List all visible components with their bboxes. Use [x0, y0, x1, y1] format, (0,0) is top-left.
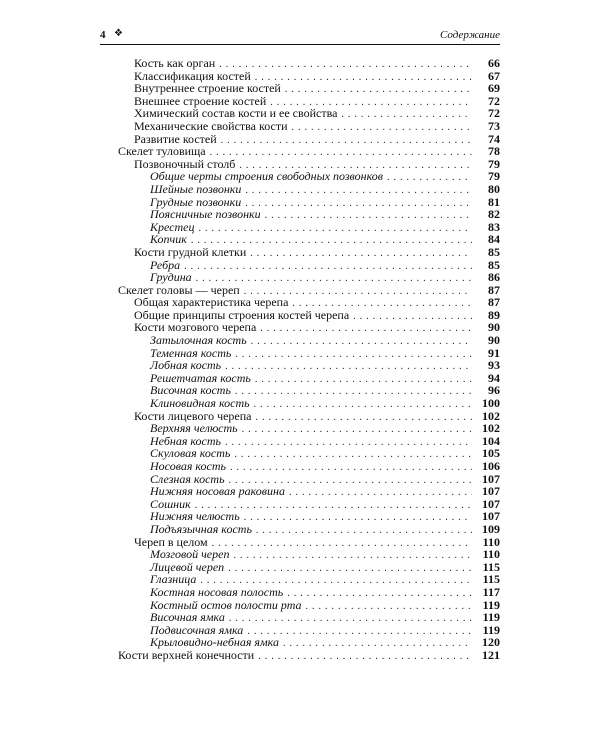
page-header [100, 29, 500, 43]
leader-dots [341, 109, 472, 122]
toc-entry-page: 115 [482, 559, 500, 574]
toc-entry-page: 107 [482, 484, 500, 499]
toc-entry-label: Внутреннее строение костей [134, 81, 281, 96]
toc-entry [100, 611, 500, 624]
leader-dots [353, 311, 472, 324]
toc-entry [100, 649, 500, 662]
toc-entry-label: Крыловидно-небная ямка [150, 635, 279, 650]
toc-entry [100, 296, 500, 309]
leader-dots [387, 172, 472, 185]
leader-dots [292, 122, 472, 135]
toc-entry-label: Грудные позвонки [150, 194, 242, 209]
toc-entry-page: 81 [488, 194, 500, 209]
toc-entry-label: Решетчатая кость [150, 370, 251, 385]
leader-dots [306, 601, 472, 614]
toc-entry-label: Теменная кость [150, 345, 232, 360]
toc-entry [100, 422, 500, 435]
toc-entry-label: Поясничные позвонки [150, 207, 261, 222]
toc-entry-page: 72 [488, 106, 500, 121]
toc-entry-label: Скуловая кость [150, 446, 231, 461]
toc-entry-label: Общая характеристика черепа [134, 295, 289, 310]
toc-entry-page: 107 [482, 496, 500, 511]
leader-dots [244, 512, 472, 525]
toc-entry-label: Височная ямка [150, 610, 225, 625]
toc-entry [100, 485, 500, 498]
toc-entry-label: Слезная кость [150, 471, 225, 486]
toc-entry-page: 90 [488, 320, 500, 335]
toc-entry-page: 110 [482, 547, 500, 562]
toc-entry [100, 334, 500, 347]
leader-dots [212, 538, 472, 551]
toc-entry-page: 119 [482, 622, 500, 637]
toc-entry [100, 460, 500, 473]
leader-dots [260, 323, 472, 336]
leader-dots [265, 210, 472, 223]
toc-entry-label: Механические свойства кости [134, 118, 288, 133]
toc-entry-page: 85 [488, 257, 500, 272]
toc-entry-page: 106 [482, 459, 500, 473]
page-number: 4 [100, 29, 106, 41]
toc-entry-page: 107 [482, 509, 500, 524]
leader-dots [219, 59, 472, 72]
toc-entry-label: Кости лицевого черепа [134, 408, 252, 423]
toc-entry [100, 523, 500, 536]
toc-entry-page: 78 [488, 144, 500, 159]
toc-entry [100, 183, 500, 196]
toc-entry [100, 120, 500, 133]
leader-dots [229, 613, 472, 626]
leader-dots [242, 424, 472, 437]
toc-entry-label: Носовая кость [150, 459, 227, 473]
leader-dots [258, 651, 472, 664]
toc-entry-page: 93 [488, 358, 500, 373]
leader-dots [210, 147, 472, 160]
toc-entry-label: Копчик [150, 232, 187, 247]
toc-entry-label: Костный остов полости рта [150, 597, 302, 612]
toc-entry [100, 145, 500, 158]
toc-entry-page: 120 [482, 635, 500, 650]
leader-dots [235, 349, 472, 362]
toc-entry-page: 72 [488, 93, 500, 108]
toc-entry [100, 271, 500, 284]
toc-entry-label: Химический состав кости и ее свойства [134, 106, 338, 121]
toc-entry-page: 74 [488, 131, 500, 146]
toc-entry-label: Общие черты строения свободных позвонков [150, 169, 383, 184]
toc-entry-page: 85 [488, 244, 500, 259]
toc-entry-page: 102 [482, 421, 500, 436]
toc-entry-page: 121 [482, 647, 500, 662]
toc-entry-label: Развитие костей [134, 131, 217, 146]
toc-entry-page: 91 [488, 345, 500, 360]
toc-entry-label: Нижняя челюсть [150, 509, 240, 524]
toc-entry-page: 80 [488, 181, 500, 196]
toc-entry-label: Височная кость [150, 383, 231, 398]
toc-entry-page: 79 [488, 156, 500, 171]
toc-entry-page: 90 [488, 333, 500, 348]
leader-dots [256, 412, 473, 425]
leader-dots [225, 361, 472, 374]
section-title: Содержание [439, 29, 500, 41]
toc-entry-label: Классификация костей [134, 68, 251, 83]
toc-entry-label: Мозговой череп [150, 547, 230, 562]
leader-dots [254, 399, 472, 412]
toc-entry-label: Костная носовая полость [150, 584, 284, 599]
toc-entry-page: 104 [482, 433, 500, 448]
toc-entry-page: 105 [482, 446, 500, 461]
toc-entry-label: Сошник [150, 496, 191, 511]
toc-entry-page: 109 [482, 521, 500, 536]
toc-entry [100, 397, 500, 410]
toc-entry-page: 83 [488, 219, 500, 234]
toc-entry [100, 359, 500, 372]
toc-entry-page: 69 [488, 81, 500, 96]
toc-entry-label: Подвисочная ямка [150, 622, 244, 637]
leader-dots [255, 72, 472, 85]
leader-dots [256, 525, 472, 538]
leader-dots [251, 336, 472, 349]
toc-entry-page: 107 [482, 471, 500, 486]
toc-entry-page: 82 [488, 207, 500, 222]
toc-entry-label: Лицевой череп [150, 559, 225, 574]
table-of-contents [100, 57, 500, 662]
toc-entry-page: 87 [488, 295, 500, 310]
toc-entry [100, 57, 500, 70]
toc-entry-label: Небная кость [150, 433, 222, 448]
toc-entry-label: Шейные позвонки [150, 181, 242, 196]
toc-entry-page: 119 [482, 597, 500, 612]
toc-entry-label: Внешнее строение костей [134, 93, 267, 108]
toc-entry [100, 208, 500, 221]
toc-entry-label: Кости грудной клетки [134, 244, 247, 259]
toc-entry-label: Лобная кость [150, 358, 222, 373]
toc-entry-page: 117 [482, 584, 500, 599]
toc-entry [100, 548, 500, 561]
toc-entry-label: Затылочная кость [150, 333, 247, 348]
leader-dots [230, 462, 472, 475]
toc-entry-page: 87 [488, 282, 500, 297]
leader-dots [233, 550, 472, 563]
leader-dots [289, 487, 472, 500]
toc-entry-label: Верхняя челюсть [150, 421, 238, 436]
toc-entry-label: Кости мозгового черепа [134, 320, 257, 335]
leader-dots [250, 248, 472, 261]
toc-entry-label: Кость как орган [134, 56, 216, 70]
toc-entry [100, 82, 500, 95]
leader-dots [285, 84, 472, 97]
toc-entry-page: 119 [482, 610, 500, 625]
toc-entry-page: 79 [488, 169, 500, 184]
toc-entry-page: 89 [488, 307, 500, 322]
toc-entry-page: 100 [482, 396, 500, 411]
header-rule [100, 44, 500, 45]
leader-dots [225, 437, 472, 450]
toc-entry-page: 84 [488, 232, 500, 247]
toc-entry-label: Нижняя носовая раковина [150, 484, 285, 499]
toc-entry-label: Кости верхней конечности [118, 647, 255, 662]
leader-dots [221, 135, 472, 148]
toc-entry-label: Клиновидная кость [150, 396, 250, 411]
leader-dots [245, 185, 472, 198]
leader-dots [255, 374, 472, 387]
toc-entry-page: 86 [488, 270, 500, 285]
toc-entry-page: 73 [488, 118, 500, 133]
toc-entry-page: 102 [482, 408, 500, 423]
toc-entry-page: 96 [488, 383, 500, 398]
toc-entry-label: Подъязычная кость [150, 521, 252, 536]
toc-entry-label: Крестец [150, 219, 195, 234]
leader-dots [184, 261, 472, 274]
leader-dots [235, 386, 472, 399]
toc-entry-page: 94 [488, 370, 500, 385]
toc-entry-page: 115 [482, 572, 500, 587]
toc-entry-page: 66 [488, 56, 500, 70]
leader-dots [287, 588, 472, 601]
leader-dots [198, 223, 472, 236]
leader-dots [245, 198, 472, 211]
leader-dots [283, 638, 472, 651]
toc-entry-page: 110 [482, 534, 500, 549]
leader-dots [234, 449, 472, 462]
toc-entry-label: Череп в целом [134, 534, 208, 549]
toc-entry-label: Ребра [150, 257, 181, 272]
toc-entry-label: Позвоночный столб [134, 156, 236, 171]
toc-entry-page: 67 [488, 68, 500, 83]
toc-entry-label: Скелет туловища [118, 144, 206, 159]
toc-entry-label: Глазница [150, 572, 197, 587]
toc-entry-label: Скелет головы — череп [118, 282, 240, 297]
toc-entry [100, 586, 500, 599]
toc-entry-label: Грудина [150, 270, 192, 285]
leader-dots [247, 626, 472, 639]
ornament-icon: ❖ [114, 28, 123, 39]
toc-entry-label: Общие принципы строения костей черепа [134, 307, 350, 322]
leader-dots [228, 563, 472, 576]
toc-entry [100, 246, 500, 259]
